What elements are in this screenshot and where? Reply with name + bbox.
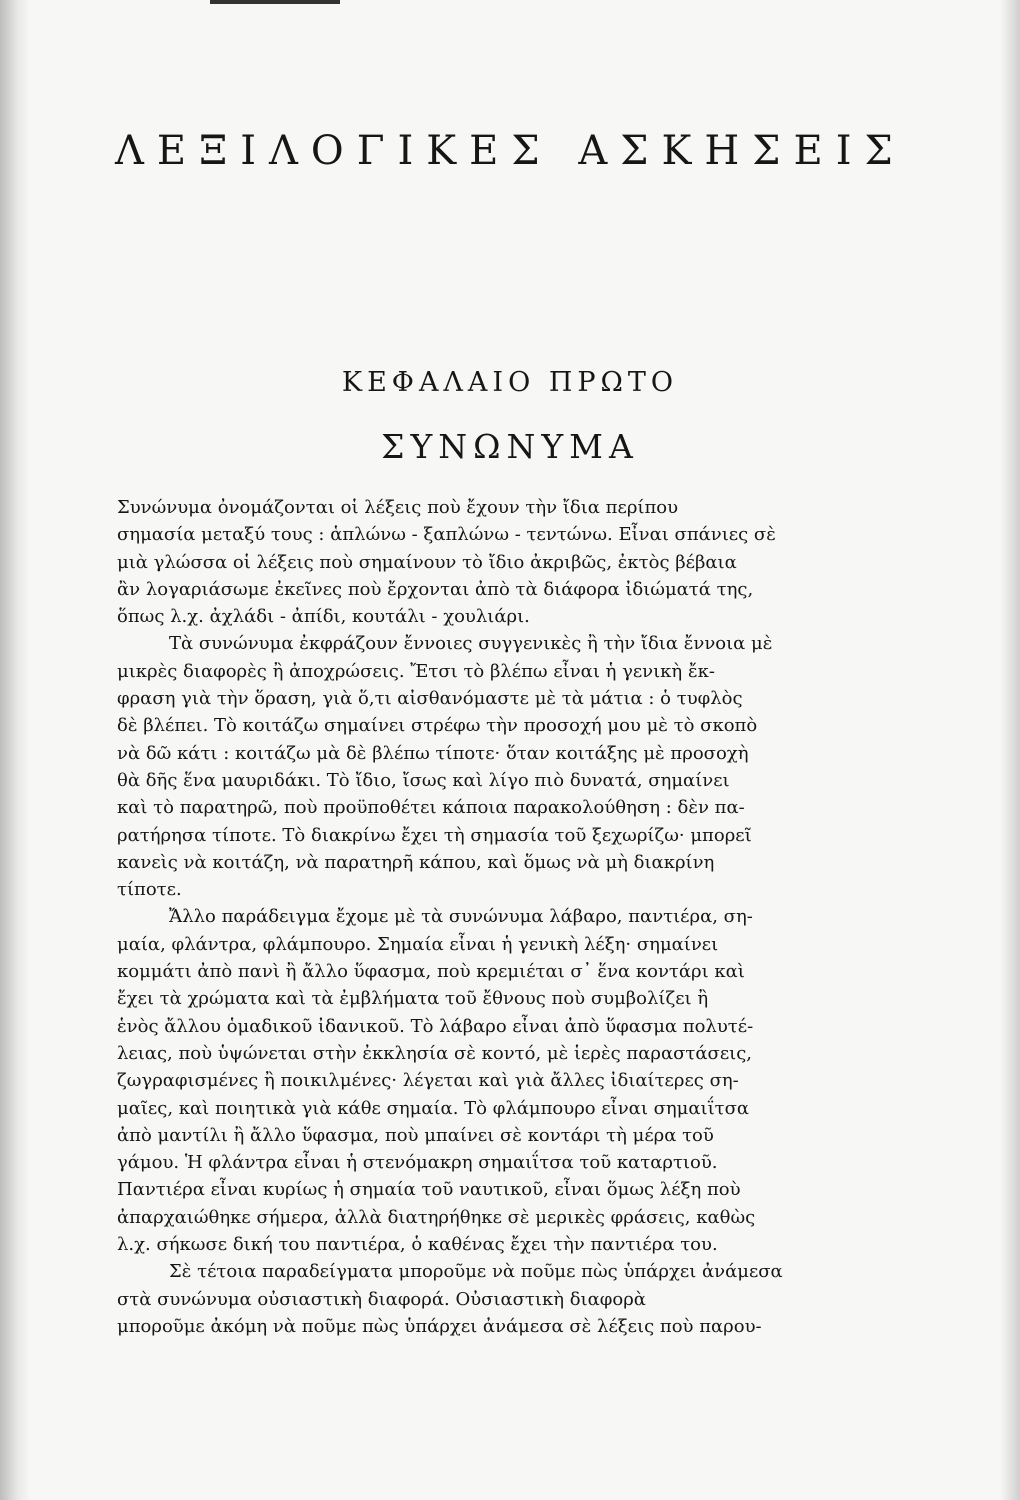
- text-line: ἑνὸς ἄλλου ὁμαδικοῦ ἰδανικοῦ. Τὸ λάβαρο εἶναι ἀπὸ ὕφασμα πολυτέ-: [117, 1015, 754, 1037]
- page-heading: ΛΕΞΙΛΟΓΙΚΕΣ ΑΣΚΗΣΕΙΣ: [115, 128, 906, 174]
- text-line: ὅπως λ.χ. ἀχλάδι - ἀπίδι, κουτάλι - χουλιάρι.: [117, 606, 530, 628]
- text-line: Τὰ συνώνυμα ἐκφράζουν ἔννοιες συγγενικὲς ἢ τὴν ἴδια ἔννοια μὲ: [169, 633, 773, 655]
- text-line: ζωγραφισμένες ἢ ποικιλμένες· λέγεται καὶ γιὰ ἄλλες ἰδιαίτερες ση-: [117, 1070, 739, 1092]
- text-line: ἂν λογαριάσωμε ἐκεῖνες ποὺ ἔρχονται ἀπὸ τὰ διάφορα ἰδιώματά της,: [117, 578, 754, 600]
- text-line: κανεὶς νὰ κοιτάζη, νὰ παρατηρῆ κάπου, καὶ ὅμως νὰ μὴ διακρίνη: [117, 851, 715, 873]
- text-line: γάμου. Ἡ φλάντρα εἶναι ἡ στενόμακρη σημαιΐτσα τοῦ καταρτιοῦ.: [117, 1152, 718, 1174]
- body-text: [117, 494, 872, 1340]
- text-line: κομμάτι ἀπὸ πανὶ ἢ ἄλλο ὕφασμα, ποὺ κρεμιέται σ᾽ ἕνα κοντάρι καὶ: [117, 961, 745, 983]
- scan-top-mark: [210, 0, 340, 4]
- text-line: στὰ συνώνυμα οὐσιαστικὴ διαφορά. Οὐσιαστικὴ διαφορὰ: [117, 1288, 646, 1310]
- text-line: θὰ δῆς ἕνα μαυριδάκι. Τὸ ἴδιο, ἴσως καὶ λίγο πιὸ δυνατά, σημαίνει: [117, 769, 730, 791]
- text-line: Συνώνυμα ὀνομάζονται οἱ λέξεις ποὺ ἔχουν τὴν ἴδια περίπου: [117, 497, 679, 518]
- text-line: Σὲ τέτοια παραδείγματα μποροῦμε νὰ ποῦμε πὼς ὑπάρχει ἀνάμεσα: [169, 1261, 783, 1283]
- page-edge-shadow-right: [1000, 0, 1020, 1500]
- text-line: λειας, ποὺ ὑψώνεται στὴν ἐκκλησία σὲ κοντό, μὲ ἱερὲς παραστάσεις,: [117, 1042, 753, 1064]
- text-line: μικρὲς διαφορὲς ἢ ἀποχρώσεις. Ἔτσι τὸ βλέπω εἶναι ἡ γενικὴ ἔκ-: [117, 660, 715, 682]
- text-line: ρατήρησα τίποτε. Τὸ διακρίνω ἔχει τὴ σημασία τοῦ ξεχωρίζω· μπορεῖ: [117, 824, 752, 846]
- page-edge-shadow: [0, 0, 30, 1500]
- text-line: δὲ βλέπει. Τὸ κοιτάζω σημαίνει στρέφω τὴν προσοχή μου μὲ τὸ σκοπὸ: [117, 715, 758, 737]
- text-line: νὰ δῶ κάτι : κοιτάζω μὰ δὲ βλέπω τίποτε· ὅταν κοιτάξης μὲ προσοχὴ: [117, 742, 749, 764]
- section-title: ΣΥΝΩΝΥΜΑ: [381, 427, 639, 466]
- text-line: μποροῦμε ἀκόμη νὰ ποῦμε πὼς ὑπάρχει ἀνάμεσα σὲ λέξεις ποὺ παρου-: [117, 1315, 762, 1337]
- text-line: Ἄλλο παράδειγμα ἔχομε μὲ τὰ συνώνυμα λάβαρο, παντιέρα, ση-: [169, 906, 753, 928]
- text-line: μαία, φλάντρα, φλάμπουρο. Σημαία εἶναι ἡ γενικὴ λέξη· σημαίνει: [117, 933, 719, 955]
- text-line: τίποτε.: [117, 879, 182, 901]
- chapter-title: ΚΕΦΑΛΑΙΟ ΠΡΩΤΟ: [341, 367, 679, 398]
- text-line: ἀπαρχαιώθηκε σήμερα, ἀλλὰ διατηρήθηκε σὲ μερικὲς φράσεις, καθὼς: [117, 1206, 756, 1228]
- text-line: μιὰ γλώσσα οἱ λέξεις ποὺ σημαίνουν τὸ ἴδιο ἀκριβῶς, ἐκτὸς βέβαια: [117, 551, 737, 573]
- text-line: ἔχει τὰ χρώματα καὶ τὰ ἐμβλήματα τοῦ ἔθνους ποὺ συμβολίζει ἢ: [117, 988, 709, 1010]
- text-line: σημασία μεταξύ τους : ἁπλώνω - ξαπλώνω - τεντώνω. Εἶναι σπάνιες σὲ: [117, 524, 776, 546]
- text-line: καὶ τὸ παρατηρῶ, ποὺ προϋποθέτει κάποια παρακολούθηση : δὲν πα-: [117, 797, 745, 819]
- text-line: Παντιέρα εἶναι κυρίως ἡ σημαία τοῦ ναυτικοῦ, εἶναι ὅμως λέξη ποὺ: [117, 1179, 741, 1201]
- text-line: φραση γιὰ τὴν ὅραση, γιὰ ὅ,τι αἰσθανόμαστε μὲ τὰ μάτια : ὁ τυφλὸς: [117, 688, 743, 710]
- text-line: μαῖες, καὶ ποιητικὰ γιὰ κάθε σημαία. Τὸ φλάμπουρο εἶναι σημαιΐτσα: [117, 1097, 750, 1119]
- text-line: ἀπὸ μαντίλι ἢ ἄλλο ὕφασμα, ποὺ μπαίνει σὲ κοντάρι τὴ μέρα τοῦ: [117, 1124, 714, 1146]
- text-line: λ.χ. σήκωσε δική του παντιέρα, ὁ καθένας ἔχει τὴν παντιέρα του.: [117, 1234, 718, 1256]
